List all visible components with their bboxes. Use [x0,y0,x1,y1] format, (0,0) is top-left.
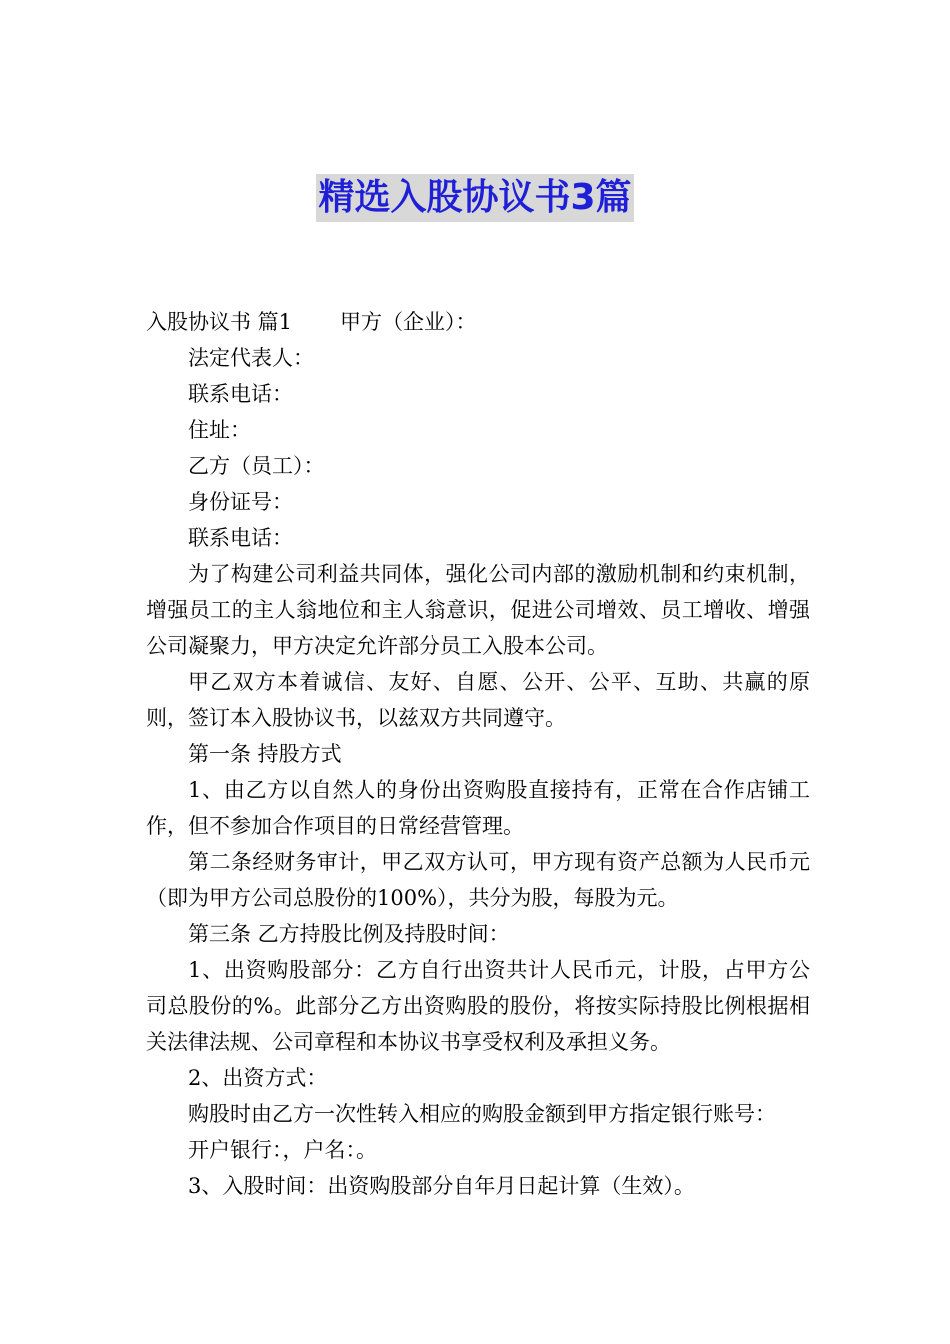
paragraph: 1、出资购股部分：乙方自行出资共计人民币元，计股，占甲方公司总股份的%。此部分乙方出资购股的股份，将按实际持股比例根据相关法律法规、公司章程和本协议书享受权利及承担义务。 [146,958,810,1054]
header-line [146,304,810,340]
part-label: 入股协议书 篇1 [146,310,293,334]
paragraph: 2、出资方式： [188,1066,328,1090]
paragraph: 法定代表人： [188,346,314,370]
paragraph: 乙方（员工）： [188,454,325,478]
party-a-label: 甲方（企业）： [340,310,477,334]
section-heading: 第三条 乙方持股比例及持股时间： [188,922,510,946]
paragraph: 开户银行：，户名：。 [188,1138,377,1162]
paragraph: 甲乙双方本着诚信、友好、自愿、公开、公平、互助、共赢的原则，签订本入股协议书，以兹双方共同遵守。 [146,670,810,730]
paragraph: 购股时由乙方一次性转入相应的购股金额到甲方指定银行账号： [188,1102,776,1126]
document-title: 精选入股协议书3篇 [316,174,633,222]
paragraph: 1、由乙方以自然人的身份出资购股直接持有，正常在合作店铺工作，但不参加合作项目的日常经营管理。 [146,778,810,838]
section-heading: 第一条 持股方式 [188,742,342,766]
paragraph: 联系电话： [188,382,293,406]
paragraph: 住址： [188,418,251,442]
document-body [146,304,810,1204]
title-wrap [0,174,950,222]
paragraph: 联系电话： [188,526,293,550]
paragraph: 为了构建公司利益共同体，强化公司内部的激励机制和约束机制，增强员工的主人翁地位和主人翁意识，促进公司增效、员工增收、增强公司凝聚力，甲方决定允许部分员工入股本公司。 [146,562,810,658]
paragraph: 身份证号： [188,490,293,514]
paragraph: 第二条经财务审计，甲乙双方认可，甲方现有资产总额为人民币元（即为甲方公司总股份的100%），共分为股，每股为元。 [146,850,810,910]
paragraph: 3、入股时间：出资购股部分自年月日起计算（生效）。 [188,1174,695,1198]
